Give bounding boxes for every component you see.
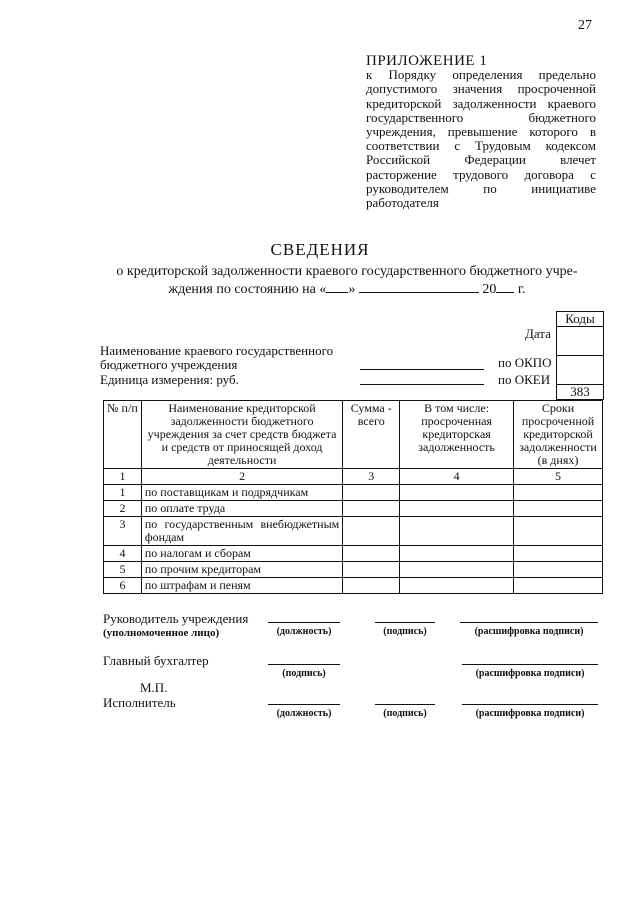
terms-cell[interactable]	[514, 501, 603, 517]
header-num: № п/п	[104, 401, 142, 469]
subtitle-mid: »	[348, 282, 356, 297]
total-cell[interactable]	[343, 546, 400, 562]
row-number: 6	[104, 578, 142, 594]
table-row	[104, 517, 603, 546]
terms-cell[interactable]	[514, 562, 603, 578]
year-field[interactable]	[496, 280, 514, 293]
unit-label: Единица измерения: руб.	[100, 372, 239, 387]
institution-name-label-1: Наименование краевого государственного	[100, 343, 334, 358]
accountant-signature-line[interactable]	[268, 664, 340, 665]
row-name: по поставщикам и подрядчикам	[141, 485, 342, 501]
header-overdue: В том числе: просроченная кредиторская задолженность	[400, 401, 514, 469]
month-field[interactable]	[359, 280, 479, 293]
col-number: 3	[343, 469, 400, 485]
caption-decoding: (расшифровка подписи)	[475, 708, 585, 719]
total-cell[interactable]	[343, 485, 400, 501]
terms-cell[interactable]	[514, 485, 603, 501]
header-total: Сумма - всего	[343, 401, 400, 469]
row-name: по налогам и сборам	[141, 546, 342, 562]
executor-signature-line[interactable]	[375, 704, 435, 705]
caption-decoding: (расшифровка подписи)	[474, 626, 584, 637]
subtitle-suffix: г.	[517, 282, 526, 297]
okei-code-cell: 383	[556, 385, 604, 400]
head-position-line[interactable]	[268, 622, 340, 623]
col-number: 5	[514, 469, 603, 485]
form-subtitle-line2	[92, 280, 602, 298]
head-decoding-line[interactable]	[460, 622, 598, 623]
row-name: по штрафам и пеням	[141, 578, 342, 594]
overdue-cell[interactable]	[400, 546, 514, 562]
date-code-cell[interactable]	[556, 327, 604, 356]
caption-decoding: (расшифровка подписи)	[475, 668, 585, 679]
appendix-block	[366, 54, 596, 210]
caption-signature: (подпись)	[282, 668, 326, 679]
row-name: по прочим кредиторам	[141, 562, 342, 578]
page-number: 27	[578, 18, 592, 33]
table-row	[104, 485, 603, 501]
caption-signature: (подпись)	[383, 626, 427, 637]
row-number: 2	[104, 501, 142, 517]
subtitle-prefix: ждения по состоянию на «	[168, 282, 327, 297]
row-number: 3	[104, 517, 142, 546]
head-label: Руководитель учреждения	[103, 611, 249, 626]
accountant-label: Главный бухгалтер	[103, 653, 209, 668]
total-cell[interactable]	[343, 562, 400, 578]
codes-box	[556, 311, 604, 400]
institution-name-field[interactable]	[360, 369, 484, 370]
codes-header: Коды	[556, 311, 604, 327]
table-row	[104, 578, 603, 594]
col-number: 4	[400, 469, 514, 485]
table-row	[104, 546, 603, 562]
header-name: Наименование кредиторской задолженности бюджетного учреждения за счет средств бюджета и средств от приносящей доход деятельности	[141, 401, 342, 469]
caption-position: (должность)	[276, 626, 332, 637]
executor-label: Исполнитель	[103, 695, 176, 710]
okei-label: по ОКЕИ	[498, 372, 551, 387]
date-label: Дата	[525, 326, 551, 341]
form-subtitle-line1: о кредиторской задолженности краевого государственного бюджетного учре-	[116, 264, 578, 279]
overdue-cell[interactable]	[400, 562, 514, 578]
okpo-code-cell[interactable]	[556, 356, 604, 385]
overdue-cell[interactable]	[400, 485, 514, 501]
row-number: 5	[104, 562, 142, 578]
overdue-cell[interactable]	[400, 501, 514, 517]
overdue-cell[interactable]	[400, 517, 514, 546]
table-row	[104, 501, 603, 517]
form-title: СВЕДЕНИЯ	[270, 240, 370, 259]
terms-cell[interactable]	[514, 546, 603, 562]
caption-position: (должность)	[276, 708, 332, 719]
row-number: 4	[104, 546, 142, 562]
overdue-cell[interactable]	[400, 578, 514, 594]
total-cell[interactable]	[343, 517, 400, 546]
subtitle-year: 20	[482, 282, 497, 297]
institution-name-label-2: бюджетного учреждения	[100, 357, 238, 372]
debt-table	[103, 400, 603, 594]
head-sublabel: (уполномоченное лицо)	[103, 627, 220, 639]
caption-signature: (подпись)	[383, 708, 427, 719]
table-row	[104, 562, 603, 578]
table-header-row	[104, 401, 603, 469]
head-signature-line[interactable]	[375, 622, 435, 623]
row-number: 1	[104, 485, 142, 501]
total-cell[interactable]	[343, 578, 400, 594]
header-terms: Сроки просроченной кредиторской задолженности (в днях)	[514, 401, 603, 469]
executor-position-line[interactable]	[268, 704, 340, 705]
unit-field[interactable]	[360, 384, 484, 385]
okpo-label: по ОКПО	[498, 355, 552, 370]
row-name: по государственным внебюджетным фондам	[141, 517, 342, 546]
accountant-decoding-line[interactable]	[462, 664, 598, 665]
col-number: 2	[141, 469, 342, 485]
terms-cell[interactable]	[514, 578, 603, 594]
appendix-text: к Порядку определения предельно допустимого значения просроченной кредиторской задолженности краевого государственного бюджетного учреждения, превышение которого в соответствии с Трудовым кодексом Российской Федерации влечет расторжение трудового договора с руководителем по инициативе работодателя	[366, 67, 596, 211]
appendix-title: ПРИЛОЖЕНИЕ 1	[366, 53, 488, 69]
stamp-label: М.П.	[140, 680, 168, 695]
day-field[interactable]	[326, 280, 348, 293]
column-numbers-row	[104, 469, 603, 485]
col-number: 1	[104, 469, 142, 485]
executor-decoding-line[interactable]	[462, 704, 598, 705]
row-name: по оплате труда	[141, 501, 342, 517]
total-cell[interactable]	[343, 501, 400, 517]
terms-cell[interactable]	[514, 517, 603, 546]
